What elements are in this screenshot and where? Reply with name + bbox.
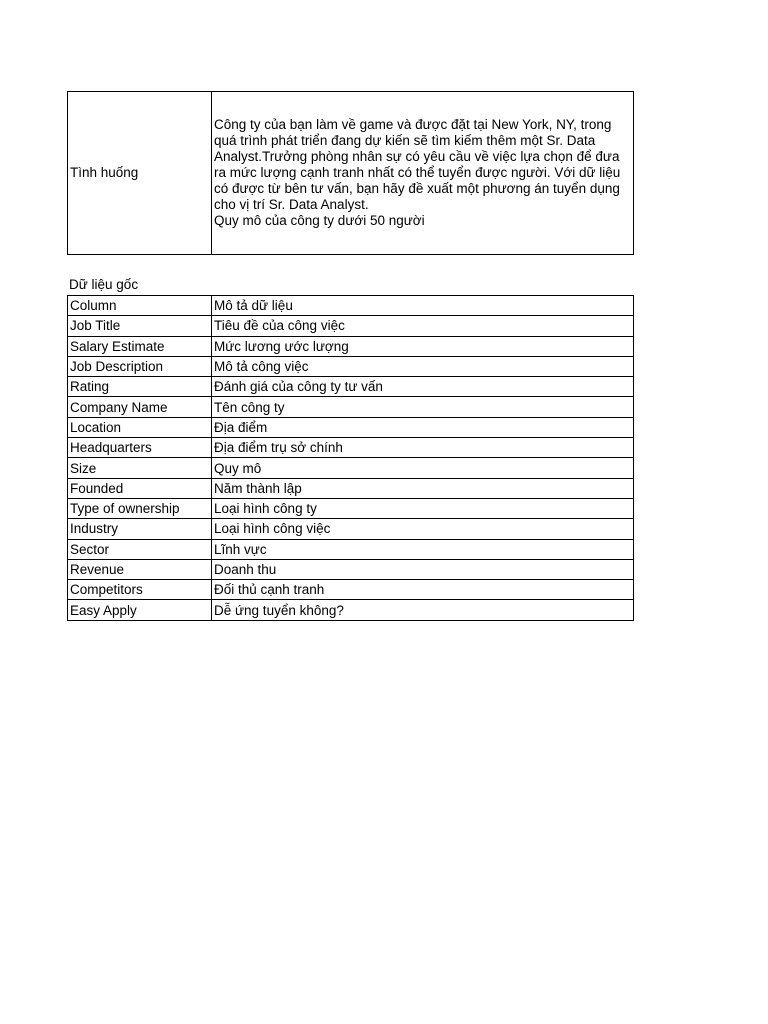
column-description-cell: Đánh giá của công ty tư vấn bbox=[212, 377, 634, 397]
table-row bbox=[68, 478, 634, 498]
scenario-content bbox=[212, 92, 634, 255]
scenario-line: Quy mô của công ty dưới 50 người bbox=[214, 213, 425, 228]
scenario-line: cho vị trí Sr. Data Analyst. bbox=[214, 197, 369, 212]
column-description-cell: Địa điểm bbox=[212, 417, 634, 437]
column-description-cell: Tên công ty bbox=[212, 397, 634, 417]
column-description-cell: Loại hình công ty bbox=[212, 498, 634, 518]
table-row bbox=[68, 498, 634, 518]
table-row bbox=[68, 438, 634, 458]
table-row bbox=[68, 458, 634, 478]
table-header-row bbox=[68, 296, 634, 316]
column-description-cell: Loại hình công việc bbox=[212, 519, 634, 539]
column-name-cell: Founded bbox=[68, 478, 212, 498]
column-name-cell: Headquarters bbox=[68, 438, 212, 458]
column-description-cell: Quy mô bbox=[212, 458, 634, 478]
scenario-row bbox=[68, 92, 634, 255]
table-row bbox=[68, 519, 634, 539]
column-name-cell: Sector bbox=[68, 539, 212, 559]
column-name-cell: Competitors bbox=[68, 580, 212, 600]
column-name-cell: Company Name bbox=[68, 397, 212, 417]
column-name-cell: Industry bbox=[68, 519, 212, 539]
column-description-cell: Doanh thu bbox=[212, 559, 634, 579]
scenario-table bbox=[67, 91, 634, 255]
scenario-line: Công ty của bạn làm về game và được đặt tại New York, NY, trong bbox=[214, 117, 612, 132]
column-name-cell: Salary Estimate bbox=[68, 336, 212, 356]
scenario-line: quá trình phát triển đang dự kiến sẽ tìm kiếm thêm một Sr. Data bbox=[214, 133, 596, 148]
column-name-cell: Type of ownership bbox=[68, 498, 212, 518]
table-row bbox=[68, 397, 634, 417]
source-data-table bbox=[67, 295, 634, 621]
table-row bbox=[68, 316, 634, 336]
column-description-cell: Dễ ứng tuyển không? bbox=[212, 600, 634, 620]
column-description-cell: Đối thủ cạnh tranh bbox=[212, 580, 634, 600]
column-name-cell: Easy Apply bbox=[68, 600, 212, 620]
scenario-line: Analyst.Trưởng phòng nhân sự có yêu cầu về việc lựa chọn để đưa bbox=[214, 149, 620, 164]
column-description-cell: Năm thành lập bbox=[212, 478, 634, 498]
column-name-cell: Job Description bbox=[68, 356, 212, 376]
scenario-line: có được từ bên tư vấn, bạn hãy đề xuất một phương án tuyển dụng bbox=[214, 181, 620, 196]
column-description-cell: Lĩnh vực bbox=[212, 539, 634, 559]
scenario-label: Tình huống bbox=[68, 92, 212, 255]
column-name-cell: Size bbox=[68, 458, 212, 478]
column-name-cell: Column bbox=[68, 296, 212, 316]
table-row bbox=[68, 600, 634, 620]
column-name-cell: Location bbox=[68, 417, 212, 437]
table-row bbox=[68, 336, 634, 356]
table-row bbox=[68, 559, 634, 579]
table-row bbox=[68, 356, 634, 376]
column-name-cell: Revenue bbox=[68, 559, 212, 579]
column-name-cell: Rating bbox=[68, 377, 212, 397]
column-description-cell: Mô tả dữ liệu bbox=[212, 296, 634, 316]
column-description-cell: Tiêu đề của công việc bbox=[212, 316, 634, 336]
column-description-cell: Mô tả công việc bbox=[212, 356, 634, 376]
table-row bbox=[68, 580, 634, 600]
table-row bbox=[68, 417, 634, 437]
table-row bbox=[68, 377, 634, 397]
table-row bbox=[68, 539, 634, 559]
scenario-line: ra mức lượng cạnh tranh nhất có thể tuyển được người. Với dữ liệu bbox=[214, 165, 621, 180]
column-name-cell: Job Title bbox=[68, 316, 212, 336]
column-description-cell: Mức lương ước lượng bbox=[212, 336, 634, 356]
source-data-title: Dữ liệu gốc bbox=[69, 277, 139, 292]
column-description-cell: Địa điểm trụ sở chính bbox=[212, 438, 634, 458]
